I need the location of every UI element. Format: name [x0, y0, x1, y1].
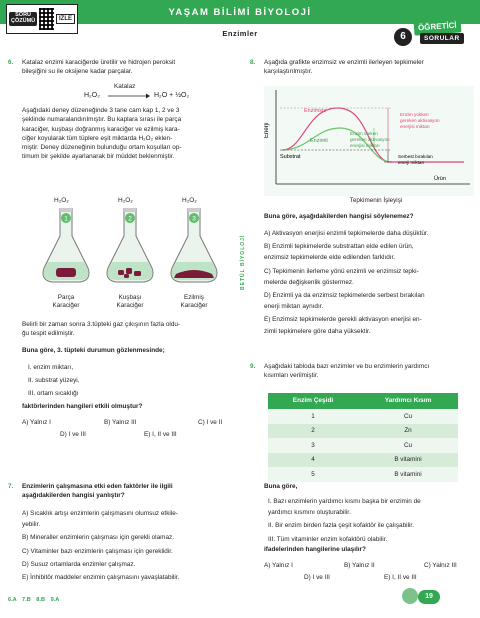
reaction-arrow-icon	[108, 93, 150, 99]
option-b[interactable]: B) Enzimli tepkimelerde substrattan elde edilen ürün,	[264, 243, 414, 251]
page-header-title: YAŞAM BİLİMİ BİYOLOJİ	[168, 7, 312, 18]
qr-label-line-1: SORU	[15, 12, 32, 19]
option-d[interactable]: D) I ve III	[304, 574, 330, 581]
q6-after	[22, 320, 237, 339]
side-label: BETÜL BİYOLOJİ	[240, 234, 246, 290]
q8-stem-line: Aşağıda grafikte enzimsiz ve enzimli ilerleyen tepkimeler	[264, 59, 424, 66]
option-a[interactable]: A) Sıcaklık artışı enzimlerin çalışmasını olumsuz etkile-	[22, 510, 178, 517]
table-row	[268, 453, 458, 468]
q8-stem	[264, 58, 474, 77]
table-cell: 2	[311, 427, 315, 435]
q9-items	[268, 496, 476, 545]
energy-graph	[264, 86, 474, 196]
flask-label	[162, 294, 226, 309]
q7-options	[22, 508, 237, 583]
q6-prompt: Buna göre, 3. tüpteki durumun gözlenmesinde;	[22, 347, 165, 354]
q6-number: 6.	[8, 59, 14, 66]
flask-label-line: Karaciğer	[180, 301, 208, 309]
q6-item: III. ortam sıcaklığı	[28, 390, 79, 398]
option-a[interactable]: A) Aktivasyon enerjisi enzimli tepkimelerde daha düşüktür.	[264, 230, 429, 237]
flask-label	[34, 294, 98, 309]
table-row	[268, 409, 458, 424]
table-cell: Cu	[403, 412, 413, 420]
table-cell: Cu	[403, 441, 413, 449]
q6-reaction	[84, 82, 224, 104]
option-d[interactable]: D) I ve III	[60, 431, 86, 438]
q9-item: III. Tüm vitaminler enzim kofaktörü olabilir.	[268, 535, 388, 543]
watch-label: İZLE	[56, 14, 75, 25]
q6-body-line: karaciğer, kuşbaşı doğranmış karaciğer ve ezilmiş kara-	[22, 125, 180, 133]
q8-options	[264, 228, 476, 337]
flask-number: 2	[128, 215, 132, 223]
table-row	[268, 424, 458, 439]
table-cell: 5	[311, 470, 315, 478]
q7-number: 7.	[8, 483, 14, 490]
q6-after-line: ğu tespit edilmiştir.	[22, 330, 75, 338]
q6-body-line: ciğer koyularak tüm tüplere eşit miktarda H₂O₂ eklen-	[22, 134, 173, 142]
annotation-line: enerji miktarı	[398, 160, 425, 165]
table-cell: Zn	[404, 427, 412, 435]
q7-stem-line: aşağıdakilerden hangisi yanlıştır?	[22, 492, 125, 500]
option-e[interactable]: E) İnhibitör maddeler enzimin çalışmasını yavaşlatabilir.	[22, 574, 180, 582]
q9-stem-line: Aşağıdaki tabloda bazı enzimler ve bu enzimlerin yardımcı	[264, 363, 430, 370]
option-c-cont[interactable]: melerde değişkenlik göstermez.	[264, 278, 354, 286]
option-d[interactable]: D) Enzimli ya da enzimsiz tepkimelerde serbest bırakılan	[264, 292, 425, 300]
option-b[interactable]: B) Mineraller enzimlerin çalışması için gerekli olamaz.	[22, 534, 175, 542]
flask-label-line: Karaciğer	[116, 301, 144, 309]
label-uncatalyzed: Enzimsiz	[304, 108, 327, 114]
flask-1	[40, 197, 92, 309]
table-cell: 1	[311, 412, 315, 420]
table-header-cell: Enzim Çeşidi	[292, 397, 334, 405]
table-row	[268, 467, 458, 482]
q9-stem	[264, 362, 474, 381]
q6-body-line: Aşağıdaki deney düzeneğinde 3 tane cam kap 1, 2 ve 3	[22, 107, 180, 114]
q7-stem	[22, 482, 237, 501]
q9-item: II. Bir enzim birden fazla çeşit kofaktör ile çalışabilir.	[268, 522, 414, 530]
q8-prompt: Buna göre, aşağıdakilerden hangisi söylenemez?	[264, 213, 414, 220]
q9-item: yardımcı kısmını oluşturabilir.	[268, 509, 351, 517]
table-cell: B vitamini	[394, 456, 422, 464]
option-d[interactable]: D) Susuz ortamlarda enzimler çalışmaz.	[22, 560, 136, 568]
option-c[interactable]: C) I ve II	[198, 419, 223, 426]
cofactor-table	[268, 393, 458, 482]
q9-prompt: Buna göre,	[264, 483, 298, 490]
page-number: 19	[418, 590, 440, 604]
table-header	[268, 393, 458, 409]
badge-top-text: ÖĞRETİCİ	[414, 18, 462, 35]
flask-number: 1	[64, 215, 68, 223]
annotation-line: Serbest bırakılan	[398, 154, 433, 159]
option-e[interactable]: E) I, II ve III	[384, 574, 417, 581]
label-substrate: Substrat	[280, 154, 301, 160]
qr-label	[9, 12, 37, 26]
option-b[interactable]: B) Yalnız II	[344, 562, 375, 569]
flask-number: 3	[192, 215, 196, 223]
qr-label-line-2: ÇÖZÜMÜ	[11, 18, 36, 24]
flask-label-line: Karaciğer	[52, 301, 80, 309]
annotation-line: enerjisi miktarı	[350, 143, 380, 148]
q7-stem-line: Enzimlerin çalışmasına etki eden faktörler ile ilgili	[22, 483, 173, 490]
q6-intro-line: Katalaz enzimi karaciğerde üretilir ve hidrojen peroksit	[22, 59, 176, 66]
q6-item: II. substrat yüzeyi,	[28, 377, 80, 385]
flask-label	[98, 294, 162, 309]
option-b-cont[interactable]: enzimsiz tepkimelerde elde edilenden farklıdır.	[264, 254, 396, 262]
flask-icon	[168, 208, 220, 288]
annotation-line: enerjisi miktarı	[400, 124, 430, 129]
flask-reagent: H₂O₂	[118, 197, 133, 204]
q9-stem-line: kısımları verilmiştir.	[264, 372, 319, 380]
flask-icon	[40, 208, 92, 288]
table-row	[268, 438, 458, 453]
q6-intro-line: bileşiğini su ile oksijene kadar parçalar.	[22, 68, 133, 76]
graph-x-label: Tepkimenin İşleyişi	[349, 197, 403, 204]
q9-item: I. Bazı enzimlerin yardımcı kısmı başka bir enzimin de	[268, 498, 421, 505]
q6-options	[22, 418, 237, 448]
annotation-line: gereken aktivasyon	[400, 118, 440, 123]
q6-item: I. enzim miktarı,	[28, 364, 74, 371]
table-cell: 4	[311, 456, 315, 464]
q6-after-line: Belirli bir zaman sonra 3.tüpteki gaz çıkışının fazla oldu-	[22, 321, 181, 328]
reaction-right: H₂O + ½O₂	[154, 92, 190, 99]
flask-icon	[104, 208, 156, 288]
option-e[interactable]: E) Enzimsiz tepkimelerde gerekli aktivasyon enerjisi en-	[264, 316, 422, 324]
badge-bottom-text: SORULAR	[420, 33, 464, 44]
table-cell: 3	[311, 441, 315, 449]
option-e[interactable]: E) I, II ve III	[144, 431, 177, 438]
option-c[interactable]: C) Tepkimenin ilerleme yönü enzimli ve enzimsiz tepki-	[264, 267, 419, 275]
option-c[interactable]: C) Yalnız III	[424, 562, 457, 569]
option-a[interactable]: A) Yalnız I	[264, 562, 293, 569]
q9-number: 9.	[250, 363, 256, 370]
q6-question: faktörlerinden hangileri etkili olmuştur?	[22, 403, 143, 410]
flask-setup	[40, 197, 230, 309]
option-c[interactable]: C) Vitaminler bazı enzimlerin çalışması için gereklidir.	[22, 547, 173, 555]
q8-stem-line: karşılaştırılmıştır.	[264, 68, 313, 76]
q9-options	[264, 561, 474, 585]
table-header-cell: Yardımcı Kısım	[384, 397, 432, 405]
annotation-line: Enzim varken	[350, 131, 378, 136]
q6-items	[28, 361, 228, 400]
section-badge	[390, 12, 470, 48]
annotation-line: Enzim yokken	[400, 112, 429, 117]
q6-body-line: miştir. Deney düzeneğinin bulunduğu ortam koşulları op-	[22, 144, 182, 152]
label-catalyzed: Enzimli	[310, 138, 328, 144]
flask-label-line: Ezilmiş	[184, 294, 204, 301]
label-product: Ürün	[434, 176, 446, 182]
q6-body-line: şeklinde numaralandırılmıştır. Bu kaplara sırası ile parça	[22, 116, 182, 124]
flask-2	[104, 197, 156, 309]
leaf-icon	[402, 588, 418, 604]
graph-y-label: Enerji	[264, 122, 270, 138]
option-e-cont[interactable]: zimli tepkimelere göre daha yüksektir.	[264, 327, 371, 335]
q6-body-line: timum bir şekilde ayarlanarak bir müddet beklenmiştir.	[22, 153, 175, 161]
annotation-line: gereken aktivasyon	[350, 137, 390, 142]
q6-intro	[22, 58, 237, 77]
reaction-left: H₂O₂	[84, 92, 100, 99]
option-d-cont[interactable]: enerji miktarı aynıdır.	[264, 303, 324, 311]
option-b[interactable]: B) Yalnız III	[104, 419, 137, 426]
flask-reagent: H₂O₂	[54, 197, 69, 204]
answer-key: 6.A 7.B 8.B 9.A	[8, 597, 60, 603]
flask-reagent: H₂O₂	[182, 197, 197, 204]
flask-3	[168, 197, 220, 309]
flask-label-line: Parça	[57, 294, 75, 301]
badge-number: 6	[394, 28, 412, 46]
reaction-enzyme: Katalaz	[114, 83, 136, 90]
option-a-cont[interactable]: yebilir.	[22, 521, 41, 529]
chapter-title: Enzimler	[222, 29, 258, 38]
flask-label-line: Kuşbaşı	[118, 294, 142, 301]
qr-code-icon[interactable]	[39, 8, 54, 30]
option-a[interactable]: A) Yalnız I	[22, 419, 51, 426]
q8-number: 8.	[250, 59, 256, 66]
table-cell: B vitamini	[394, 470, 422, 478]
q9-question: ifadelerinden hangilerine ulaşılır?	[264, 546, 366, 553]
q6-body	[22, 106, 237, 162]
